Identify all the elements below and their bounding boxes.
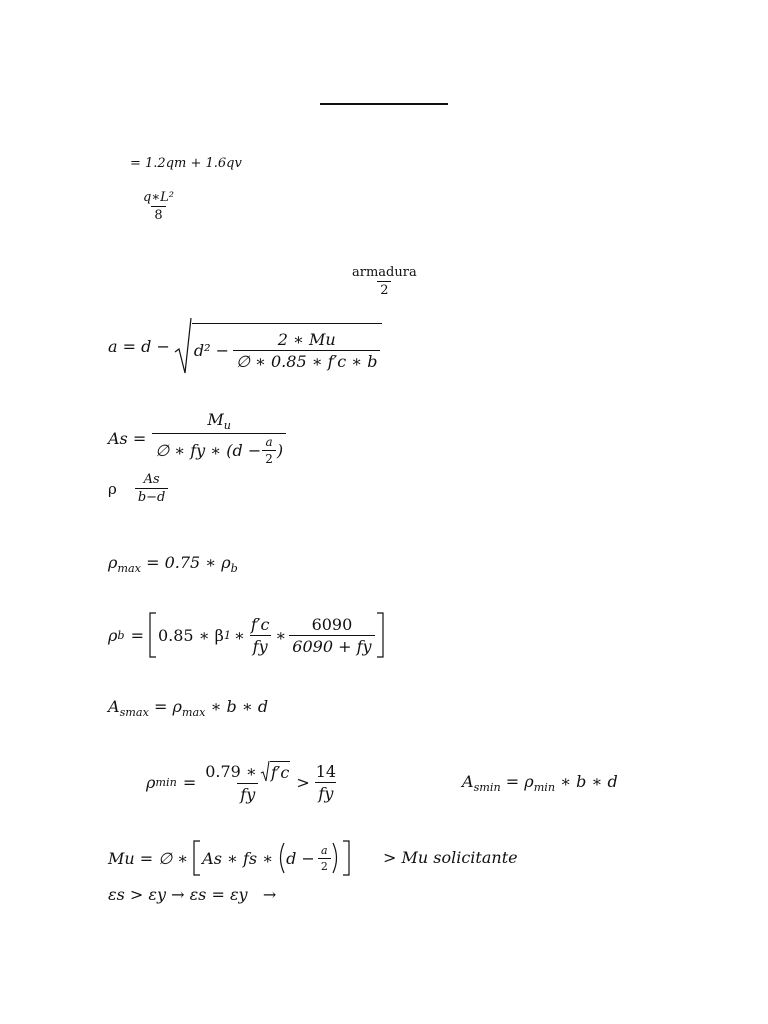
rho-equation [108, 472, 168, 505]
as-max-lhs: A [108, 697, 120, 716]
mu-solicitante: > Mu solicitante [383, 848, 518, 867]
rho-min-lhs-sub: min [155, 775, 177, 789]
rho-min-eq: = [182, 772, 197, 792]
rho-min-root-content: f′c [270, 762, 290, 782]
rho-min-f2-den: fy [315, 782, 336, 803]
rho-b-eq: = [130, 625, 144, 645]
left-bracket [148, 611, 158, 659]
as-min-lhs: A [462, 772, 474, 791]
rho-b-c1-sub: 1 [223, 628, 232, 642]
as-eq-den-2: 2 [262, 450, 276, 466]
as-max-equation [108, 697, 268, 719]
mu-eq-frac-a: a [321, 843, 328, 857]
sqrt-symbol-small [260, 760, 270, 782]
mu-equation [108, 838, 351, 878]
mu-left-bracket [192, 839, 202, 877]
rho-min-equation [146, 756, 339, 808]
as-eq-den-close: ) [276, 441, 284, 461]
as-eq-num-sub: u [223, 419, 231, 433]
as-equation [108, 410, 286, 466]
rho-max-rhs: = 0.75 ∗ ρ [146, 553, 231, 572]
as-min-rhs-sub: min [533, 781, 556, 795]
a-eq-numerator: 2 ∗ Mu [277, 330, 336, 349]
rho-min-lhs: ρ [146, 772, 156, 792]
as-eq-den: ∅ ∗ fy ∗ (d − [155, 441, 262, 461]
mu-eq-frac-2: 2 [318, 858, 331, 873]
mu-left-paren [276, 841, 286, 875]
mu-eq-d: d − [286, 848, 315, 868]
a-eq-lhs: a = d − [108, 336, 170, 356]
a-eq-denominator: ∅ ∗ 0.85 ∗ f′c ∗ b [233, 350, 380, 371]
rho-b-lhs-sub: b [117, 628, 125, 642]
as-eq-lhs: As = [108, 428, 147, 448]
mu-right-bracket [341, 839, 351, 877]
armadura-fraction [349, 265, 420, 298]
rho-b-c1: 0.85 ∗ β [157, 625, 224, 645]
armadura-numerator: armadura [352, 265, 417, 280]
sqrt-symbol [174, 316, 192, 376]
as-max-rhs-sub: max [181, 706, 206, 720]
as-min-rhs: = ρ [505, 772, 534, 791]
rho-b-f2-den: 6090 + fy [289, 635, 374, 656]
rho-min-gt: > [296, 772, 310, 792]
rho-b-lhs: ρ [108, 625, 118, 645]
armadura-denominator: 2 [377, 281, 391, 298]
as-max-rest: ∗ b ∗ d [210, 697, 269, 716]
rho-max-equation [108, 553, 238, 575]
a-equation [108, 316, 382, 376]
rho-b-f1-den: fy [250, 635, 271, 656]
load-combination: = 1.2qm + 1.6qv [130, 156, 242, 171]
rho-max-rhs-sub: b [230, 562, 238, 576]
title-underline [320, 103, 448, 105]
rho-b-f2-num: 6090 [311, 614, 353, 634]
mu-right-paren [331, 841, 341, 875]
right-bracket [375, 611, 385, 659]
moment-numerator: q∗L² [143, 190, 175, 205]
epsilon-relation: εs > εy → εs = εy → [108, 885, 277, 904]
as-max-rhs: = ρ [154, 697, 182, 716]
moment-denominator: 8 [151, 206, 165, 223]
rho-max-lhs-sub: max [117, 562, 141, 576]
rho-max-lhs: ρ [108, 553, 118, 572]
as-min-rest: ∗ b ∗ d [560, 772, 618, 791]
as-eq-num: M [207, 410, 224, 429]
moment-fraction [140, 190, 177, 223]
as-min-lhs-sub: smin [473, 781, 501, 795]
mu-eq-inner: As ∗ fs ∗ [202, 848, 274, 868]
as-min-equation [462, 772, 618, 794]
as-max-lhs-sub: smax [119, 706, 149, 720]
rho-eq-denominator: b−d [135, 488, 169, 505]
mu-eq-lhs: Mu = ∅ ∗ [108, 848, 189, 868]
rho-b-equation [108, 610, 385, 660]
as-eq-den-a: a [265, 435, 273, 450]
rho-min-f1-den: fy [237, 783, 258, 804]
sqrt-content [192, 323, 383, 371]
rho-b-star2: ∗ [275, 625, 287, 645]
rho-b-f1-num: f′c [250, 614, 270, 634]
rho-b-star1: ∗ [234, 625, 245, 645]
rho-min-f2-num: 14 [315, 761, 337, 781]
rho-eq-lhs: ρ [108, 479, 117, 498]
rho-eq-numerator: As [143, 472, 160, 487]
rho-min-f1-num: 0.79 ∗ [205, 761, 257, 781]
a-eq-d2: d² − [193, 341, 230, 360]
